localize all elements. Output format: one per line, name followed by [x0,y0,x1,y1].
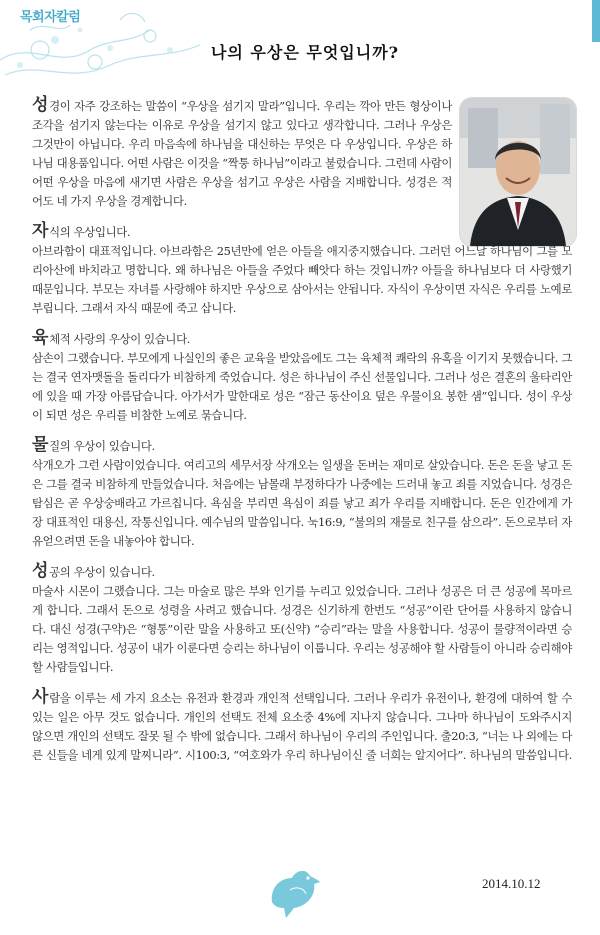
section-success-idol [32,562,572,677]
initial-letter: 물 [32,435,49,455]
bird-icon [260,860,330,920]
section-children-idol [32,222,572,318]
initial-letter: 사 [32,687,49,707]
column-date: 2014.10.12 [482,876,541,891]
accent-bar [592,0,600,42]
paragraph-text: 아브라함이 대표적입니다. 아브라함은 25년만에 얻은 아들을 애지중지했습니다. 그러던 어느날 하나님이 그를 모리아산에 바치라고 명합니다. 왜 하나님은 아들을 주었다 빼앗다 하는 것입니까? 아들을 하나님보다 더 사랑했기 때문입니다. 부모는 자녀를 사랑해야 하지만 우상으로 삼아서는 안됩니다. 자식이 우상이면 자식은 우리를 노예로 부립니다. 그래서 자식 때문에 죽고 삽니다. [32,244,572,315]
section-heading [32,562,572,582]
paragraph-text: 람을 이루는 세 가지 요소는 유전과 환경과 개인적 선택입니다. 그러나 우리가 유전이나, 환경에 대하여 할 수 있는 일은 아무 것도 없습니다. 개인의 선택도 전체 요소중 4%에 지나지 않습니다. 그나마 하나님이 도와주시지 않으면 개인의 선택도 잘못 될 수 밖에 없습니다. 그래서 하나님이 우리의 주인입니다. 출20:3, “너는 나 외에는 다른 신들을 네게 있게 말찌니라”. 시100:3, “여호와가 우리 하나님이신 줄 너희는 알지어다”. 하나님의 말씀입니다. [32,691,572,762]
column-body [32,96,572,776]
page-title: 나의 우상은 무엇입니까? [210,43,400,62]
paragraph-text: 마술사 시몬이 그랬습니다. 그는 마술로 많은 부와 인기를 누리고 있었습니다. 그러나 성공은 더 큰 성공에 목마르게 합니다. 그래서 돈으로 성령을 사려고 했습니다. 성경은 신기하게 한번도 “성공”이란 단어를 사용하지 않습니다. 대신 성경(구약)은 “형통”이란 말을 사용하고 또(신약) “승리”라는 말을 사용합니다. 성공이 물량적이라면 승리는 영적입니다. 성공이 내가 이룬다면 승리는 하나님이 이룹니다. 우리는 성공해야 할 사람들이 아니라 승리해야 할 사람들입니다. [32,584,572,674]
paragraph-text: 경이 자주 강조하는 말씀이 “우상을 섬기지 말라”입니다. 우리는 깍아 만든 형상이나 조각을 섬기지 않는다는 이유로 우상을 섬기지 않고 있다고 생각합니다. 그러나 우상은 그것만이 아닙니다. 우리 마음속에 하나님을 대신하는 무엇은 다 우상입니다. 우상은 하나님 대용품입니다. 어떤 사람은 이것을 “짝퉁 하나님”이라고 불렀습니다. 그런데 사람이 어떤 우상을 마음에 새기면 사람은 우상을 섬기고 우상은 사람을 지배합니다. 성경은 적어도 네 가지 우상을 경계합니다. [32,99,452,208]
section-material-idol [32,436,572,551]
heading-text: 식의 우상입니다. [49,225,131,239]
paragraph-text: 삭개오가 그런 사람이었습니다. 여리고의 세무서장 삭개오는 일생을 돈버는 재미로 살았습니다. 돈은 돈을 낳고 돈은 그를 결국 비참하게 만들었습니다. 처음에는 남몰래 부정하다가 나중에는 드러내 놓고 죄를 지었습니다. 성경은 탐심은 곧 우상숭배라고 가르칩니다. 욕심을 부리면 욕심이 죄를 낳고 죄가 우리를 지배합니다. 돈은 인간에게 가장 대표적인 대용신, 작통신입니다. 예수님의 말씀입니다. 눅16:9, “불의의 재물로 친구를 삼으라”. 돈으로부터 자유얻으려면 돈을 내놓아야 합니다. [32,458,572,548]
heading-text: 질의 우상이 있습니다. [49,439,155,453]
closing-paragraph [32,688,572,765]
initial-letter: 자 [32,221,49,241]
initial-letter: 성 [32,561,49,581]
section-physical-love-idol [32,329,572,425]
section-heading [32,436,572,456]
initial-letter: 육 [32,328,49,348]
heading-text: 공의 우상이 있습니다. [49,565,155,579]
section-heading [32,329,572,349]
initial-letter: 성 [32,95,49,115]
heading-text: 체적 사랑의 우상이 있습니다. [49,332,191,346]
paragraph-text: 삼손이 그랬습니다. 부모에게 나실인의 좋은 교육을 받았음에도 그는 육체적 쾌락의 유혹을 이기지 못했습니다. 그는 결국 연자맷돌을 돌리다가 비참하게 죽었습니다. 성은 하나님이 주신 선물입니다. 그러나 성은 결혼의 울타리안에 있을 때 가장 아름답습니다. 아가서가 말한대로 성은 “잠근 동산이요 덮은 우물이요 봉한 샘”입니다. 성이 우상이 되면 성은 우리를 비참한 노예로 묶습니다. [32,351,572,422]
intro-paragraph [32,96,452,211]
section-label: 목회자칼럼 [20,10,81,25]
section-heading [32,222,572,242]
